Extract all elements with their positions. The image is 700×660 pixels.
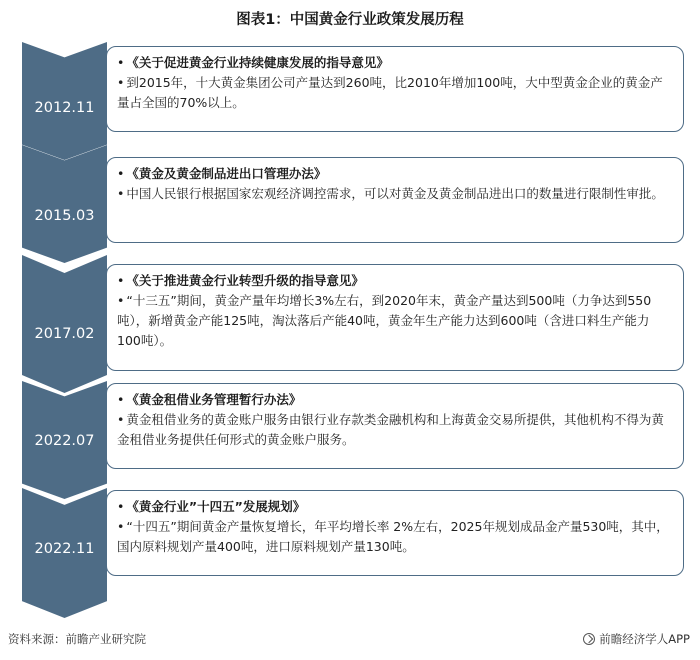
bullet: • [117,75,125,90]
policy-name [117,271,673,291]
entry-card [106,264,684,371]
bullet: • [117,392,125,407]
entry-card [106,157,684,243]
entry-card [106,383,684,469]
entry-card [106,46,684,132]
policy-description [117,73,673,113]
entry-date: 2015.03 [34,208,95,224]
timeline-arrow [22,255,107,393]
brand-name: 前瞻经济学人APP [599,632,690,646]
policy-name [117,390,673,410]
bullet: • [117,293,125,308]
description-text: “十四五”期间黄金产量恢复增长，年平均增长率 2%左右，2025年规划成品金产量530吨，其中，国内原料规划产量400吨，进口原料规划产量130吨。 [117,519,669,554]
policy-title: 《黄金行业”十四五”发展规划》 [126,499,306,514]
entry-date: 2012.11 [34,100,95,116]
bullet: • [117,186,125,201]
bullet: • [117,273,125,288]
description-text: 到2015年，十大黄金集团公司产量达到260吨，比2010年增加100吨，大中型黄金企业的黄金产量占全国的70%以上。 [117,75,663,110]
policy-description [117,291,673,351]
brand-credit [583,631,690,647]
policy-description [117,410,673,450]
description-text: 中国人民银行根据国家宏观经济调控需求，可以对黄金及黄金制品进出口的数量进行限制性审批。 [126,186,664,201]
policy-title: 《关于推进黄金行业转型升级的指导意见》 [126,273,364,288]
entry-card [106,490,684,576]
policy-title: 《关于促进黄金行业持续健康发展的指导意见》 [126,55,389,70]
description-text: “十三五”期间，黄金产量年均增长3%左右，到2020年末，黄金产量达到500吨（力争达到550吨），新增黄金产能125吨，淘汰落后产能40吨，黄金年生产能力达到600吨（含进口料生产能力100吨）。 [117,293,652,348]
policy-title: 《黄金及黄金制品进出口管理办法》 [126,166,327,181]
entry-date: 2022.07 [34,433,95,449]
bullet: • [117,166,125,181]
brand-logo-icon [583,633,595,645]
policy-description [117,184,673,204]
bullet: • [117,499,125,514]
entry-date: 2017.02 [34,326,95,342]
description-text: 黄金租借业务的黄金账户服务由银行业存款类金融机构和上海黄金交易所提供，其他机构不得为黄金租借业务提供任何形式的黄金账户服务。 [117,412,664,447]
policy-name [117,164,673,184]
policy-name [117,497,673,517]
policy-description [117,517,673,557]
policy-title: 《黄金租借业务管理暂行办法》 [126,392,302,407]
bullet: • [117,519,125,534]
bullet: • [117,55,125,70]
bullet: • [117,412,125,427]
source-note: 资料来源：前瞻产业研究院 [8,632,146,646]
entry-date: 2022.11 [34,541,95,557]
figure-title: 图表1：中国黄金行业政策发展历程 [236,12,464,28]
timeline-arrow [22,145,107,263]
policy-name [117,53,673,73]
